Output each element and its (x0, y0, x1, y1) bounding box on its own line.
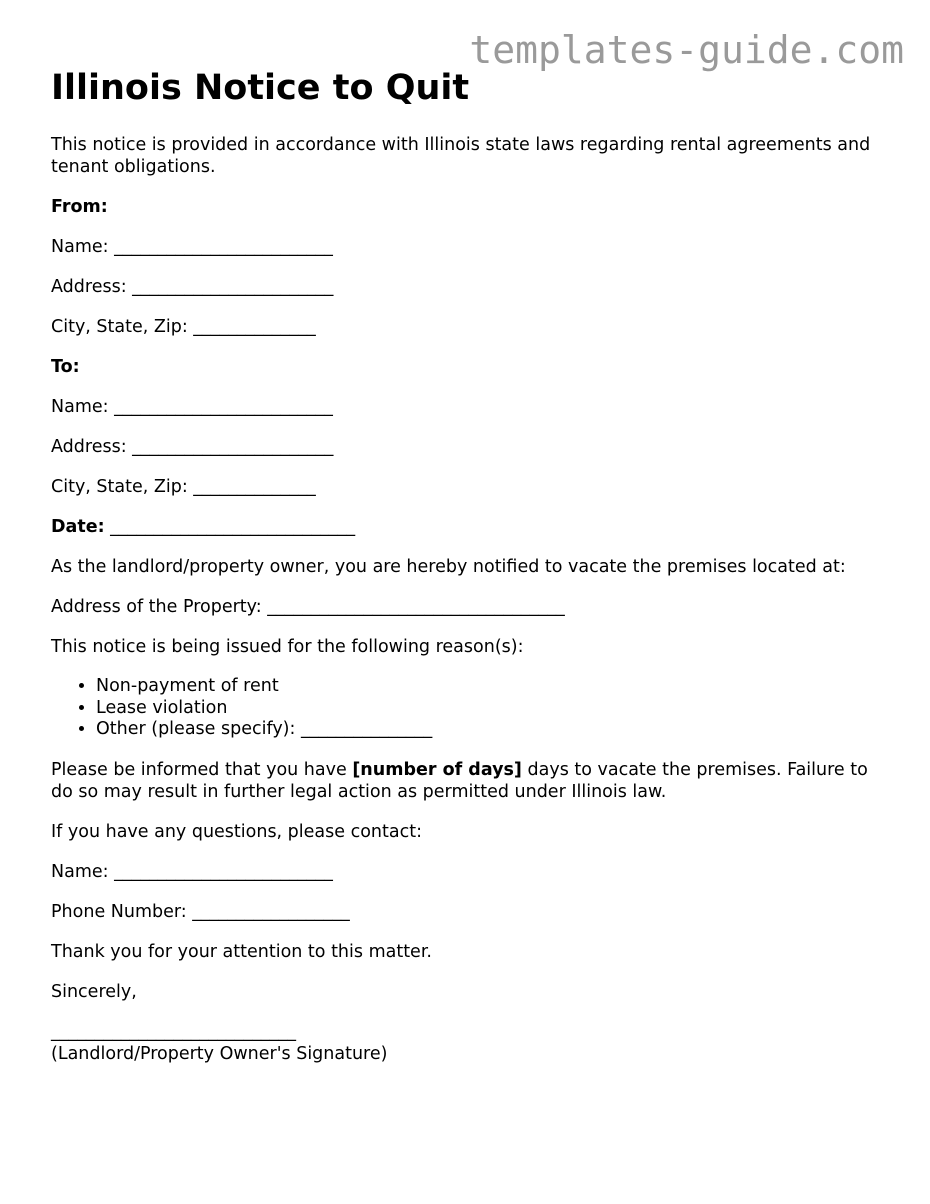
to-city-field: City, State, Zip: ______________ (51, 477, 316, 497)
list-item: • Non-payment of rent (96, 676, 891, 698)
document-body (51, 66, 891, 1065)
to-name-field: Name: _________________________ (51, 397, 333, 417)
thanks-paragraph: Thank you for your attention to this matter. (51, 941, 432, 962)
date-label: Date: (51, 517, 105, 537)
to-address-field: Address: _______________________ (51, 437, 334, 457)
date-blank: ____________________________ (104, 517, 356, 537)
questions-paragraph: If you have any questions, please contact: (51, 821, 422, 842)
date-field (51, 516, 891, 538)
property-address-field: Address of the Property: __________________________________ (51, 597, 565, 617)
list-item: • Lease violation (96, 698, 891, 720)
from-name-field: Name: _________________________ (51, 237, 333, 257)
reason-list (51, 676, 891, 741)
from-heading: From: (51, 197, 108, 217)
inform-paragraph: Please be informed that you have [number of days] days to vacate the premises. Failure to do so may result in further legal action as permitted under Illinois law. (51, 759, 868, 802)
reason-intro: This notice is being issued for the following reason(s): (51, 637, 524, 657)
closing-text: Sincerely, (51, 981, 137, 1002)
signature-line: ____________________________ (51, 1021, 296, 1042)
to-heading: To: (51, 357, 80, 377)
intro-paragraph: This notice is provided in accordance with Illinois state laws regarding rental agreements and tenant obligations. (51, 135, 871, 177)
from-address-field: Address: _______________________ (51, 277, 334, 297)
days-placeholder: [number of days] (352, 759, 522, 780)
list-item: • Other (please specify): _______________ (96, 719, 891, 741)
notify-paragraph: As the landlord/property owner, you are hereby notified to vacate the premises located at: (51, 557, 846, 577)
contact-phone-field: Phone Number: __________________ (51, 901, 350, 922)
page-title: Illinois Notice to Quit (51, 68, 470, 108)
watermark: templates-guide.com (469, 28, 904, 72)
contact-name-field: Name: _________________________ (51, 861, 333, 882)
from-city-field: City, State, Zip: ______________ (51, 317, 316, 337)
signature-caption: (Landlord/Property Owner's Signature) (51, 1043, 388, 1064)
